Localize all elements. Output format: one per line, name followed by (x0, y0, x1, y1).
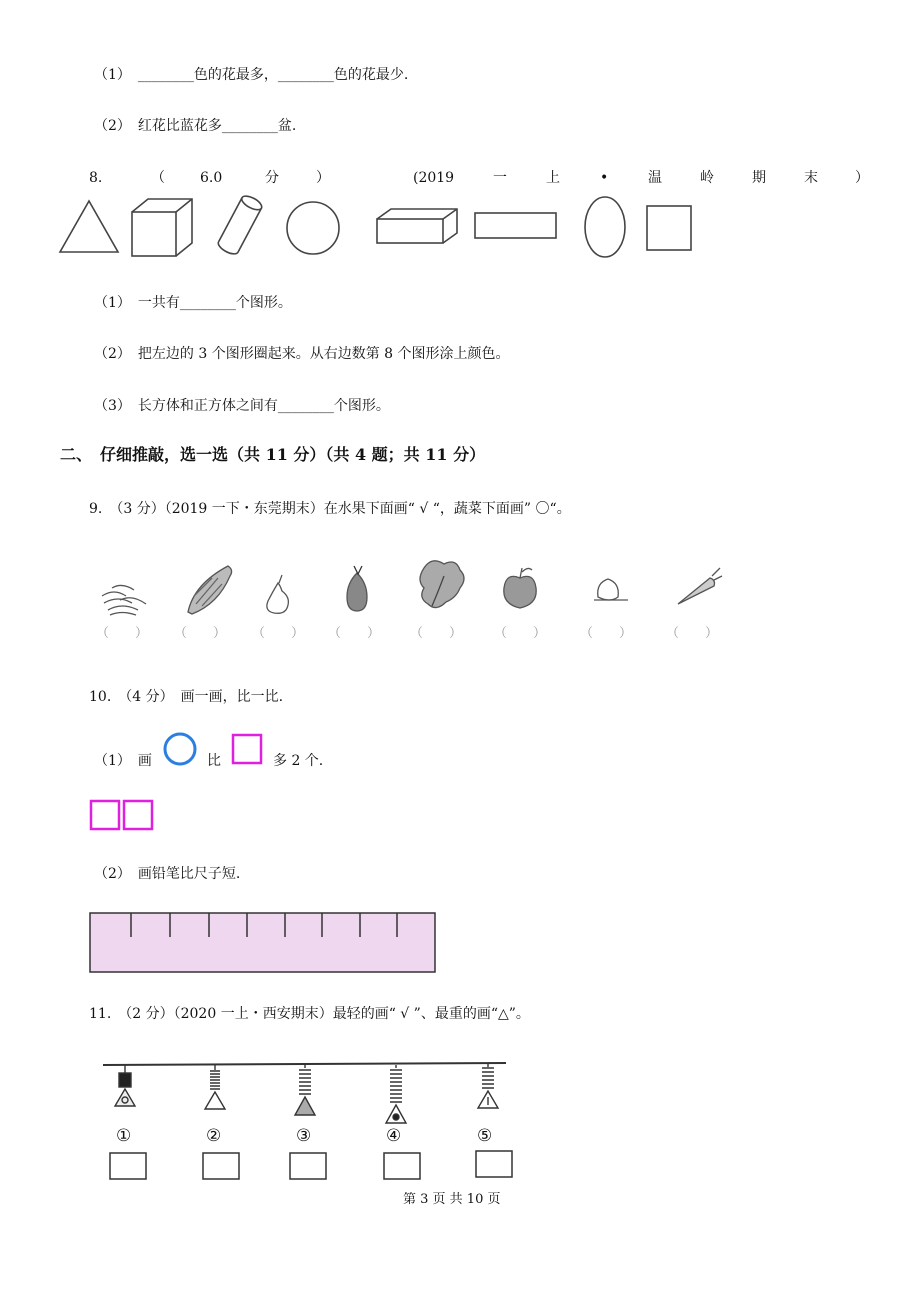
spring-1 (115, 1065, 135, 1106)
q8-part3: （3） 长方体和正方体之间有________个图形。 (94, 398, 390, 414)
square-shape (647, 206, 691, 250)
q9-answer-paren-6[interactable]: （ ） (494, 626, 547, 641)
answer-box-3 (290, 1153, 326, 1179)
magenta-square-icon (233, 735, 261, 763)
q10-part1-compare: 比 (207, 753, 221, 769)
q9-answer-paren-3[interactable]: （ ） (252, 626, 305, 641)
onion-icon (594, 579, 628, 600)
bitter-gourd-icon (188, 566, 232, 614)
q8-paren-open: （ (151, 170, 165, 186)
cylinder-shape (216, 193, 264, 256)
q9-answer-paren-2[interactable]: （ ） (174, 626, 227, 641)
circle-shape (287, 202, 339, 254)
section2-title: 二、 仔细推敲，选一选（共 11 分）（共 4 题；共 11 分） (60, 445, 486, 464)
q8-score-unit: 分 (265, 170, 279, 186)
ruler-ticks (131, 913, 397, 937)
cabbage-icon (420, 561, 464, 608)
spring-5 (478, 1064, 498, 1108)
carrot-icon (678, 568, 722, 604)
q8-src-2: 上 (546, 170, 560, 186)
page-footer: 第 3 页 共 10 页 (403, 1192, 501, 1207)
cuboid-shape (377, 209, 457, 243)
q11-label-2: ② (206, 1126, 222, 1146)
pear-icon (267, 575, 289, 613)
answer-box-5 (476, 1151, 512, 1177)
q11-label-1: ① (116, 1126, 132, 1146)
ellipse-shape (585, 197, 625, 257)
q8-src-3: • (600, 170, 609, 186)
q7-part1: （1） ________色的花最多，________色的花最少. (94, 67, 409, 83)
q7-part2: （2） 红花比蓝花多________盆. (94, 118, 297, 134)
q9-answer-paren-8[interactable]: （ ） (666, 626, 719, 641)
q8-src-8: ） (855, 170, 869, 186)
q9-answer-paren-5[interactable]: （ ） (410, 626, 463, 641)
eggplant-icon (347, 566, 367, 611)
magenta-square-given-2 (124, 801, 152, 829)
answer-box-4 (384, 1153, 420, 1179)
q9-answer-paren-7[interactable]: （ ） (580, 626, 633, 641)
q10-header: 10. （4 分） 画一画，比一比. (89, 689, 284, 705)
q9-answer-paren-4[interactable]: （ ） (328, 626, 381, 641)
banana-icon (102, 585, 146, 615)
q8-src-5: 岭 (700, 170, 714, 186)
q8-part1: （1） 一共有________个图形。 (94, 295, 292, 311)
spring-2 (205, 1065, 225, 1109)
triangle-shape (60, 201, 118, 252)
answer-box-1 (110, 1153, 146, 1179)
q10-part1-more: 多 2 个. (273, 753, 324, 769)
apple-icon (504, 568, 536, 608)
q11-label-4: ④ (386, 1126, 402, 1146)
magenta-square-given-1 (91, 801, 119, 829)
q8-paren-close: ） (316, 170, 330, 186)
q10-part2: （2） 画铅笔比尺子短. (94, 866, 241, 882)
q10-part1-draw: （1） 画 (94, 753, 152, 769)
q8-score: 6.0 (200, 170, 223, 186)
q9-answer-paren-1[interactable]: （ ） (96, 626, 149, 641)
blue-circle-icon (165, 734, 195, 764)
answer-box-2 (203, 1153, 239, 1179)
q8-src-6: 期 (752, 170, 766, 186)
spring-4 (386, 1065, 406, 1123)
q11-text: 11. （2 分）（2020 一上・西安期末）最轻的画“ √ ”、最重的画“△”。 (89, 1006, 530, 1022)
q8-src-4: 温 (648, 170, 662, 186)
spring-3 (295, 1065, 315, 1115)
q8-header (0, 169, 920, 187)
q11-label-3: ③ (296, 1126, 312, 1146)
cube-shape (132, 199, 192, 256)
q8-src-year: (2019 (413, 170, 455, 186)
q8-src-7: 末 (804, 170, 818, 186)
q8-num: 8. (89, 170, 103, 186)
q8-src-1: 一 (493, 170, 507, 186)
q11-label-5: ⑤ (477, 1126, 493, 1146)
rectangle-shape (475, 213, 556, 238)
q8-part2: （2） 把左边的 3 个图形圈起来。从右边数第 8 个图形涂上颜色。 (94, 346, 510, 362)
q9-text: 9. （3 分）（2019 一下・东莞期末）在水果下面画“ √ “，蔬菜下面画” 〇“。 (89, 501, 571, 517)
